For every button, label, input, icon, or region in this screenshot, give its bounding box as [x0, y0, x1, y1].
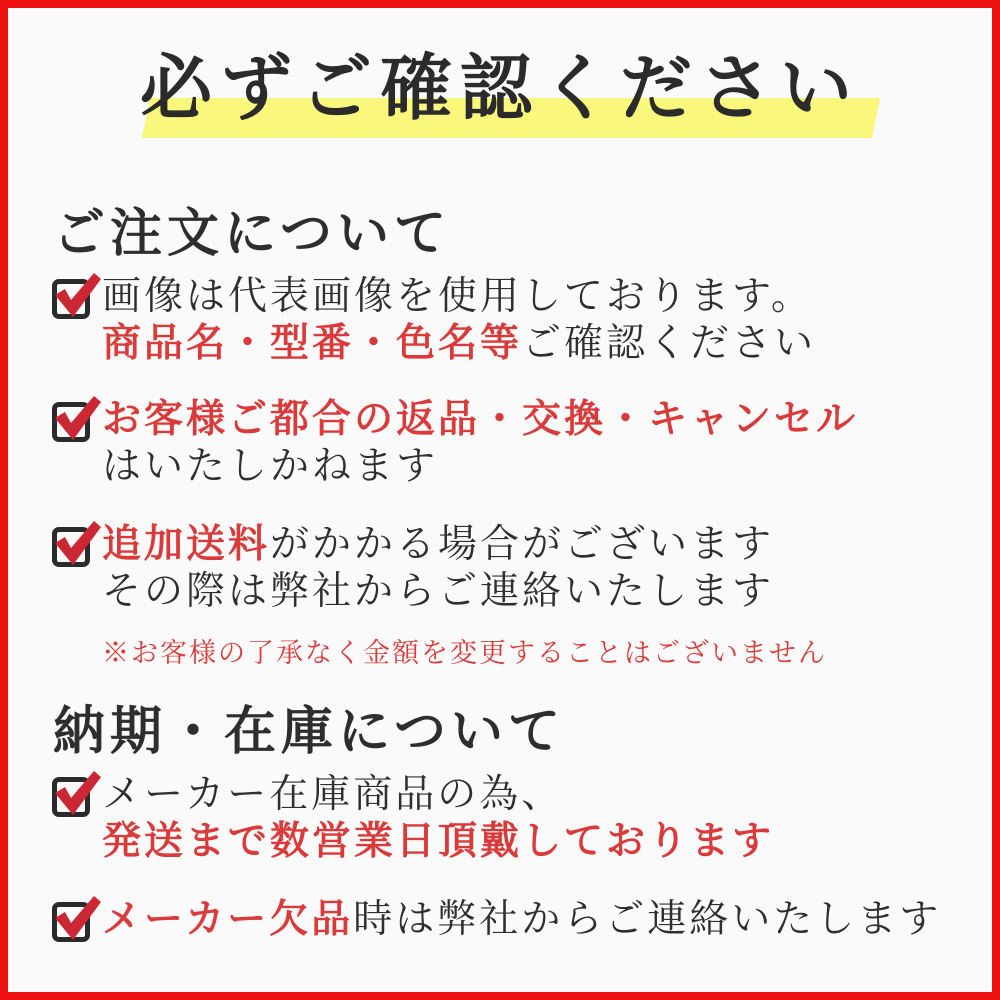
section-heading-order: ご注文について [53, 203, 451, 264]
list-item [52, 273, 816, 367]
check-mark-icon [52, 394, 104, 442]
emphasis-text: 追加送料 [102, 521, 271, 567]
list-item [52, 521, 827, 670]
item-line [102, 396, 858, 443]
item-line: 画像は代表画像を使用しております。 [102, 274, 813, 319]
title-section [8, 45, 992, 130]
item-line [102, 818, 774, 865]
checkbox-icon [52, 777, 90, 817]
item-line: メーカー欠品時は弊社からご連絡いたします [102, 896, 942, 942]
item-text [102, 771, 774, 865]
check-mark-icon [52, 519, 104, 567]
list-item [52, 896, 941, 943]
emphasis-text: 発送まで数営業日頂戴しております [102, 818, 775, 864]
item-text [102, 521, 827, 670]
emphasis-text: お客様ご都合の返品・交換・キャンセル [102, 396, 859, 442]
checkbox-icon [52, 902, 90, 942]
page-title: 必ずご確認ください [139, 45, 860, 130]
item-line: 商品名・型番・色名等ご確認ください [102, 320, 817, 366]
emphasis-text: メーカー欠品 [102, 896, 354, 942]
item-line: 追加送料がかかる場合がございます [102, 521, 775, 567]
item-line: その際は弊社からご連絡いたします [102, 569, 775, 614]
note-text: ※お客様の了承なく金額を変更することはございません [102, 638, 827, 669]
check-mark-icon [52, 894, 104, 942]
checkbox-icon [52, 402, 90, 442]
section-heading-stock: 納期・在庫について [53, 701, 565, 762]
item-text [102, 273, 816, 367]
item-text [102, 396, 858, 490]
item-text [102, 896, 941, 943]
checkbox-icon [52, 527, 90, 567]
item-line: メーカー在庫商品の為、 [102, 772, 564, 817]
check-mark-icon [52, 271, 104, 319]
check-mark-icon [52, 769, 104, 817]
item-line: はいたしかねます [102, 444, 439, 489]
list-item [52, 771, 774, 865]
emphasis-text: 商品名・型番・色名等 [102, 320, 523, 366]
list-item [52, 396, 858, 490]
checkbox-icon [52, 279, 90, 319]
